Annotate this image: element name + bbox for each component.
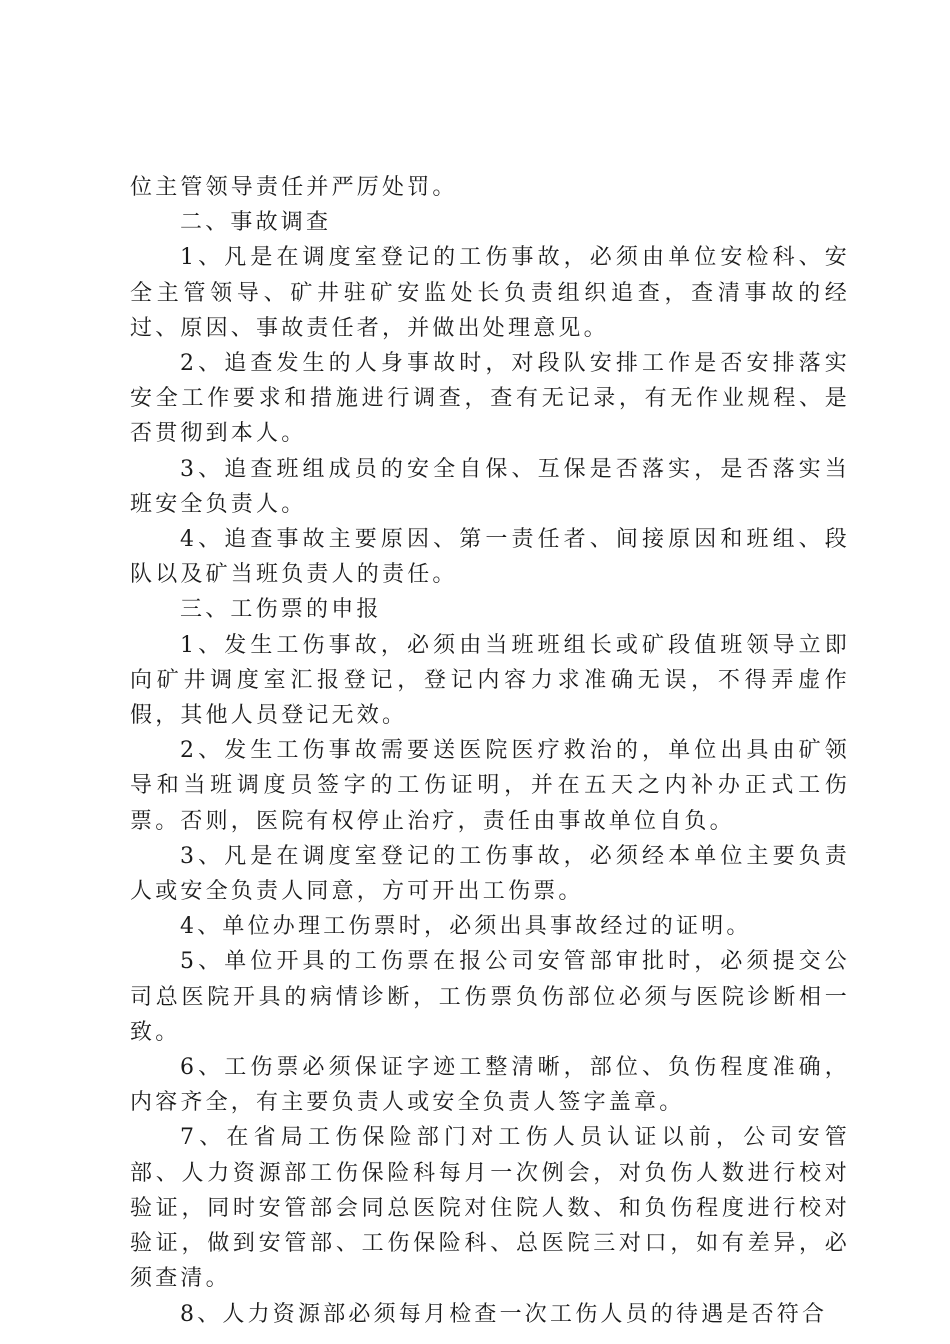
- paragraph: 3、凡是在调度室登记的工伤事故，必须经本单位主要负责人或安全负责人同意，方可开出工伤票。: [130, 843, 850, 905]
- paragraph: 2、追查发生的人身事故时，对段队安排工作是否安排落实安全工作要求和措施进行调查，查有无记录，有无作业规程、是否贯彻到本人。: [130, 351, 850, 447]
- paragraph: 8、人力资源部必须每月检查一次工伤人员的待遇是否符合: [180, 1301, 828, 1327]
- paragraph: 4、追查事故主要原因、第一责任者、间接原因和班组、段队以及矿当班负责人的责任。: [130, 527, 850, 588]
- paragraph: 1、发生工伤事故，必须由当班班组长或矿段值班领导立即向矿井调度室汇报登记，登记内容力求准确无误，不得弄虚作假，其他人员登记无效。: [130, 632, 850, 729]
- paragraph: 4、单位办理工伤票时，必须出具事故经过的证明。: [180, 914, 752, 940]
- paragraph: 3、追查班组成员的安全自保、互保是否落实，是否落实当班安全负责人。: [130, 456, 850, 517]
- paragraph: 7、在省局工伤保险部门对工伤人员认证以前，公司安管部、人力资源部工伤保险科每月一次例会，对负伤人数进行校对验证，同时安管部会同总医院对住院人数、和负伤程度进行校对验证，做到安管部、工伤保险科、总医院三对口，如有差异，必须查清。: [130, 1125, 850, 1292]
- paragraph: 1、凡是在调度室登记的工伤事故，必须由单位安检科、安全主管领导、矿井驻矿安监处长负责组织追查，查清事故的经过、原因、事故责任者，并做出处理意见。: [130, 245, 850, 341]
- paragraph: 6、工伤票必须保证字迹工整清晰，部位、负伤程度准确，内容齐全，有主要负责人或安全负责人签字盖章。: [130, 1055, 850, 1116]
- paragraph: 2、发生工伤事故需要送医院医疗救治的，单位出具由矿领导和当班调度员签字的工伤证明，并在五天之内补办正式工伤票。否则，医院有权停止治疗，责任由事故单位自负。: [130, 738, 850, 834]
- document-body: [130, 170, 850, 1332]
- paragraph: 5、单位开具的工伤票在报公司安管部审批时，必须提交公司总医院开具的病情诊断，工伤票负伤部位必须与医院诊断相一致。: [130, 949, 850, 1045]
- paragraph-continuation: 位主管领导责任并严厉处罚。: [130, 175, 458, 200]
- section-heading-injury-ticket: 三、工伤票的申报: [180, 597, 382, 623]
- section-heading-investigation: 二、事故调查: [180, 210, 332, 236]
